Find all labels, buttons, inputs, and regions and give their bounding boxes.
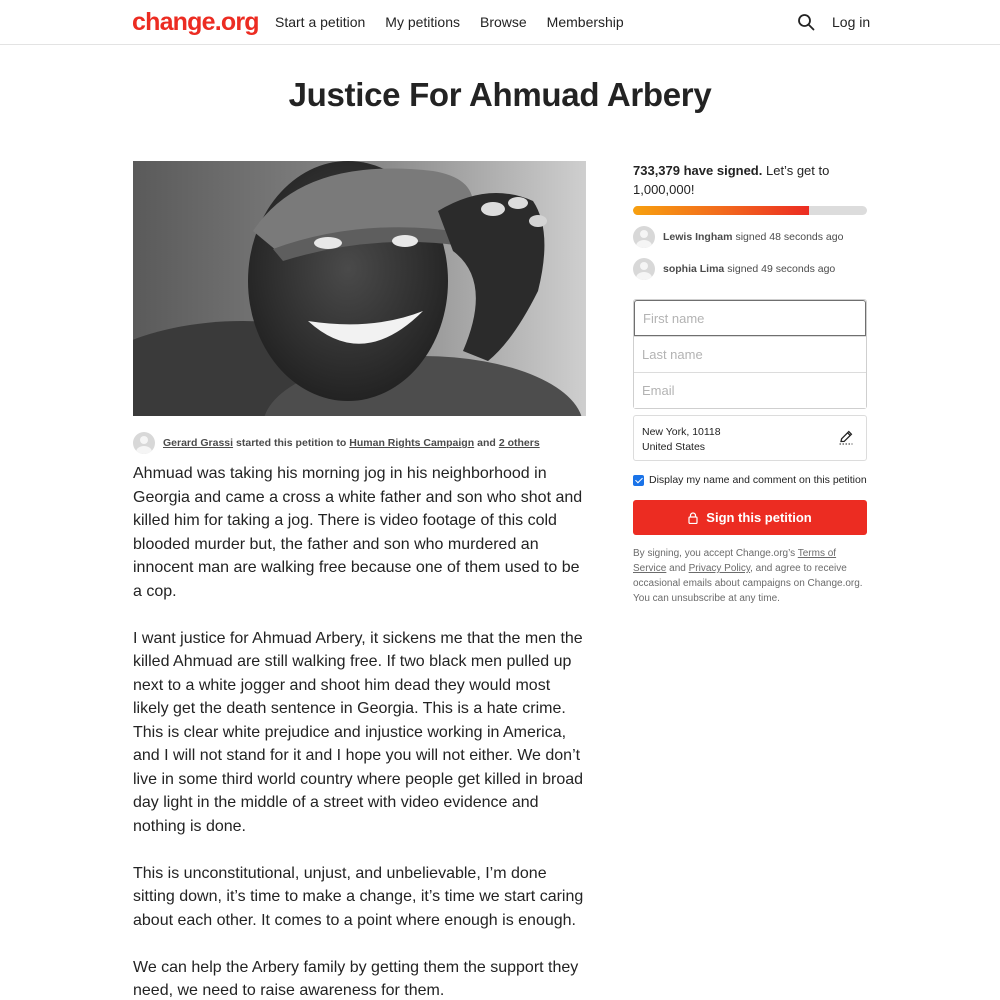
main-nav — [275, 14, 644, 30]
body-paragraph: This is unconstitutional, unjust, and unbelievable, I’m done sitting down, it’s time to make a change, it’s time we start caring about each other. It comes to a point where enough is enough. — [133, 864, 584, 929]
others-link[interactable]: 2 others — [498, 437, 540, 449]
search-icon[interactable] — [797, 13, 815, 31]
recent-signer — [633, 226, 867, 248]
last-name-input[interactable] — [634, 336, 866, 372]
nav-browse[interactable]: Browse — [479, 14, 527, 30]
legal-notice — [633, 546, 867, 606]
petition-photo — [133, 161, 586, 416]
goal-text: Let’s get to 1,000,000! — [633, 163, 830, 197]
first-name-input[interactable] — [634, 300, 866, 336]
petition-title: Justice For Ahmuad Arbery — [288, 76, 712, 113]
privacy-link[interactable]: Privacy Policy — [688, 563, 751, 574]
location-city: New York, 10118 — [642, 426, 721, 438]
recent-signer — [633, 258, 867, 280]
change-org-logo[interactable]: change.org — [132, 8, 259, 36]
signer-time: signed 48 seconds ago — [735, 231, 844, 243]
display-name-label: Display my name and comment on this petition — [649, 474, 867, 486]
lock-icon — [688, 512, 698, 524]
nav-start-petition[interactable]: Start a petition — [275, 14, 366, 30]
display-name-option — [633, 474, 867, 486]
petition-body — [133, 462, 589, 1000]
nav-membership[interactable]: Membership — [546, 14, 624, 30]
signer-avatar — [633, 226, 655, 248]
edit-icon[interactable] — [838, 429, 854, 445]
signer-name: sophia Lima — [663, 263, 725, 275]
terms-link[interactable]: Terms of Service — [633, 548, 837, 574]
email-input[interactable] — [634, 372, 866, 408]
petition-starter — [133, 432, 540, 454]
portrait-image — [133, 161, 586, 416]
starter-avatar — [133, 432, 155, 454]
signer-avatar — [633, 258, 655, 280]
signed-count: 733,379 have signed. — [633, 163, 763, 178]
body-paragraph: I want justice for Ahmuad Arbery, it sickens me that the men the killed Ahmuad are still walking free. If two black men pulled up next to a white jogger and shoot him dead they would most likely get the death sentence in Georgia. This is a hate crime. This is clear white prejudice and injustice working in America, and I will not stand for it and I hope you will not either. We don’t live in some third world country where people get killed in broad day light in the middle of a street with video evidence and nothing is done. — [133, 629, 584, 835]
signer-time: signed 49 seconds ago — [727, 263, 836, 275]
body-paragraph: We can help the Arbery family by getting them the support they need, we need to raise awareness for them. — [133, 958, 579, 999]
body-paragraph: Ahmuad was taking his morning jog in his neighborhood in Georgia and came a cross a white father and son who shot and killed him for taking a jog. There is video footage of this cold blooded murder but, the father and son who murdered an innocent man are walking free because one of them used to be a cop. — [133, 465, 583, 600]
signature-progress-bar — [633, 206, 867, 215]
signer-name: Lewis Ingham — [663, 231, 733, 243]
location-field[interactable] — [633, 415, 867, 461]
legal-and: and — [669, 563, 686, 574]
legal-prefix: By signing, you accept Change.org’s — [633, 548, 796, 559]
login-link[interactable]: Log in — [832, 14, 871, 30]
display-name-checkbox[interactable] — [633, 475, 644, 486]
location-country: United States — [642, 441, 706, 453]
progress-fill — [633, 206, 809, 215]
site-header — [0, 0, 1000, 45]
sign-form — [633, 299, 867, 409]
signature-count — [633, 161, 867, 199]
target-link[interactable]: Human Rights Campaign — [349, 437, 475, 449]
and-text: and — [477, 437, 496, 449]
starter-name-link[interactable]: Gerard Grassi — [163, 437, 234, 449]
legal-suffix: , and agree to receive occasional emails about campaigns on Change.org. You can unsubscribe at any time. — [633, 563, 863, 604]
nav-my-petitions[interactable]: My petitions — [385, 14, 460, 30]
starter-text: started this petition to — [236, 437, 347, 449]
sign-petition-button[interactable] — [633, 500, 867, 535]
sign-button-label: Sign this petition — [706, 510, 812, 525]
